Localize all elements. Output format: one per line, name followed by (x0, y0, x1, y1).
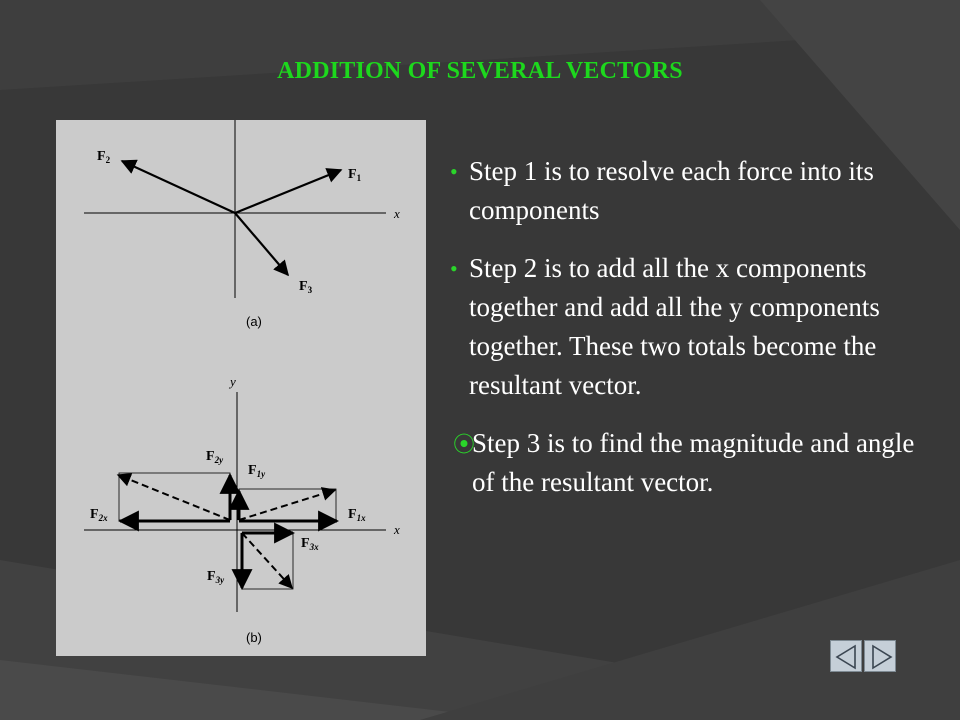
vector-f1 (235, 170, 341, 213)
bullet-list (450, 152, 920, 521)
dashed-f3 (242, 533, 292, 588)
slide-navigation (830, 640, 898, 674)
bullet-step-1 (450, 152, 920, 230)
label-f1y: $F_{1y}$ (248, 463, 266, 479)
label-f3y: $F_{3y}$ (207, 569, 225, 585)
axis-x-b-label: x (394, 522, 400, 537)
caption-b: (b) (246, 630, 262, 645)
bullet-text: Step 2 is to add all the x components together and add all the y components together. These two totals become the resultant vector. (469, 253, 880, 400)
next-slide-button[interactable] (864, 640, 896, 672)
slide-title: ADDITION OF SEVERAL VECTORS (277, 58, 683, 84)
bullet-dot-icon: • (450, 256, 458, 281)
panel-b (84, 374, 400, 645)
label-f2y: $F_{2y}$ (206, 449, 224, 465)
caption-a: (a) (246, 314, 262, 329)
label-f2x: $F_{2x}$ (90, 507, 108, 523)
dashed-f1 (239, 490, 335, 520)
axis-y-b-label: y (230, 374, 236, 389)
dashed-f2 (118, 475, 230, 520)
vector-f3 (235, 213, 288, 275)
axis-x-a-label: x (394, 206, 400, 221)
panel-a (84, 120, 400, 329)
bullet-dot-icon: • (450, 159, 458, 184)
prev-slide-button[interactable] (830, 640, 862, 672)
bullet-step-2 (450, 249, 920, 405)
label-f1x: $F_{1x}$ (348, 507, 366, 523)
bullet-step-3 (450, 424, 920, 502)
bullet-text: Step 3 is to find the magnitude and angle of the resultant vector. (472, 428, 915, 497)
vector-diagram (56, 120, 426, 656)
bullet-circle-icon: ⦿ (453, 432, 476, 457)
bullet-text: Step 1 is to resolve each force into its components (469, 156, 874, 225)
next-triangle-icon (865, 641, 897, 673)
label-f2: $F_2$ (97, 149, 111, 165)
label-f3: $F_3$ (299, 279, 313, 295)
label-f3x: $F_{3x}$ (301, 536, 319, 552)
prev-triangle-icon (831, 641, 863, 673)
label-f1: $F_1$ (348, 167, 362, 183)
vector-f2 (122, 161, 235, 213)
